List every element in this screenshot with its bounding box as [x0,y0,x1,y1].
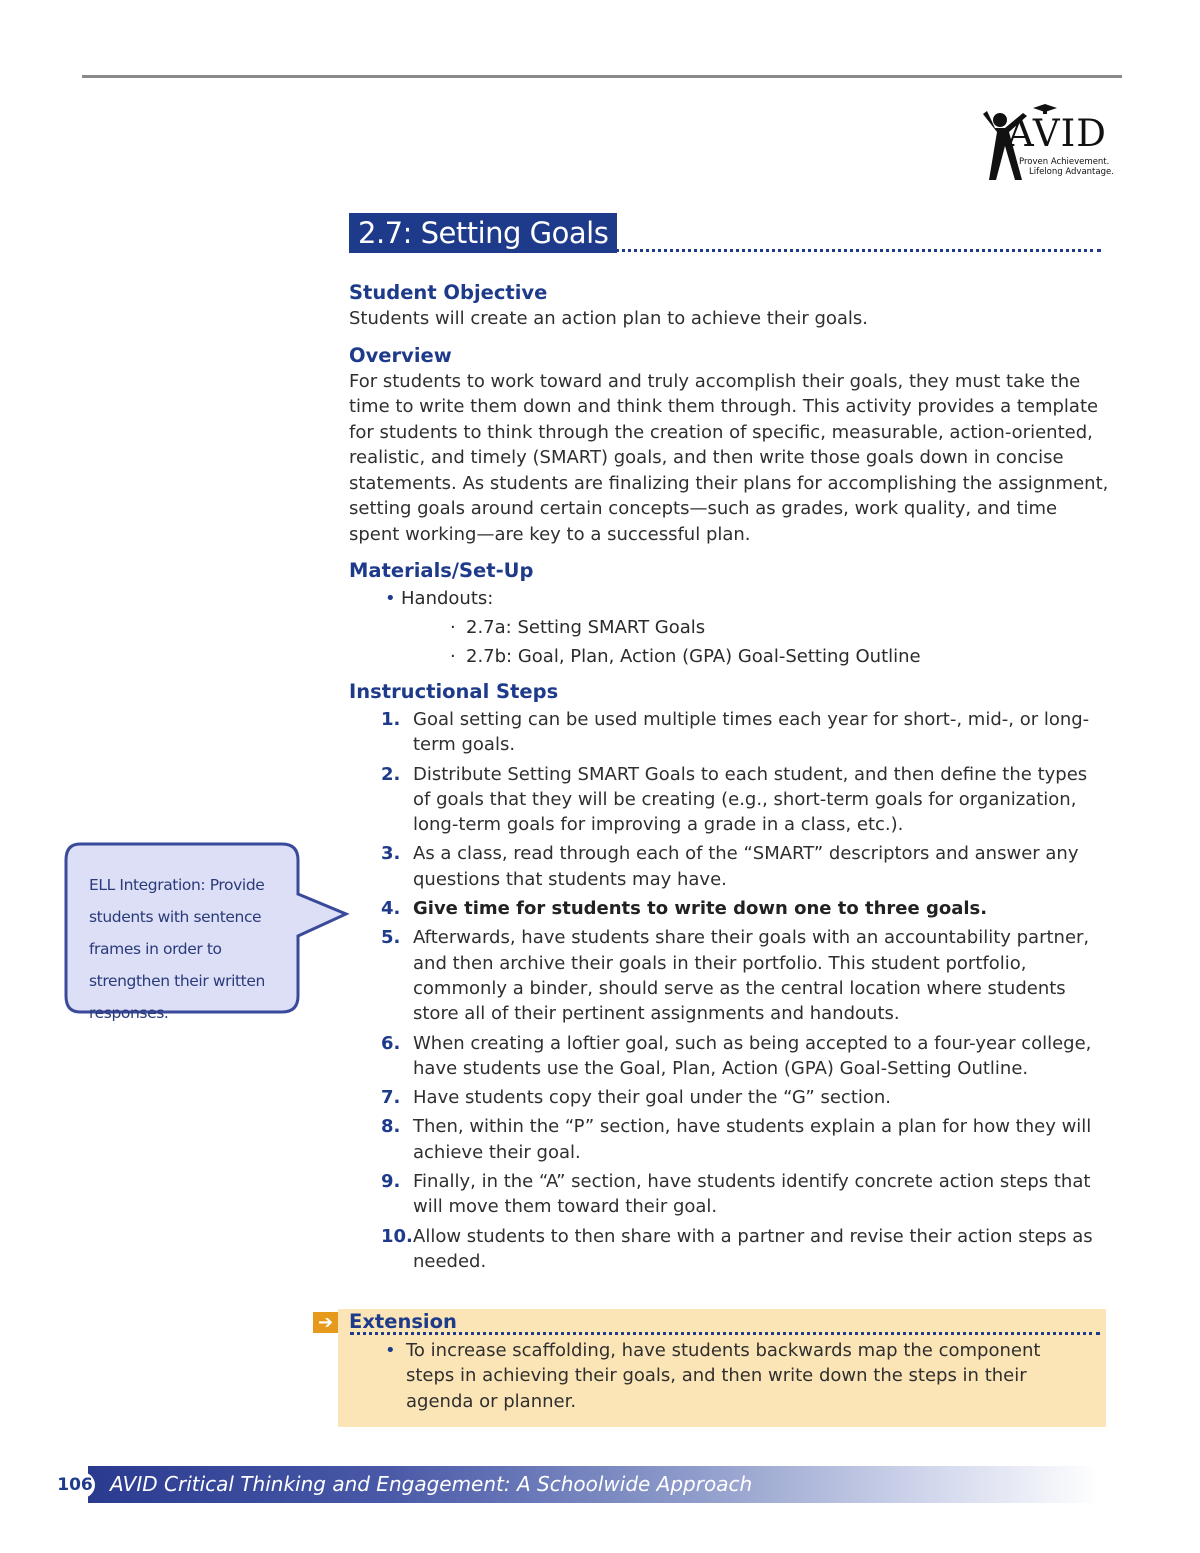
main-content [349,280,1109,1278]
step-item: 10. Allow students to then share with a partner and revise their action steps as needed. [381,1225,1093,1272]
logo-wordmark: AVID [1007,112,1107,155]
extension-list: • To increase scaffolding, have students backwards map the component steps in achieving their goals, and then write down the steps in their agenda or planner. [385,1338,1085,1414]
step-item: 4. Give time for students to write down one to three goals. [381,898,988,920]
step-item: 7. Have students copy their goal under the “G” section. [381,1087,892,1109]
step-item: 9. Finally, in the “A” section, have students identify concrete action steps that will move them toward their goal. [381,1171,1091,1218]
step-item: 2. Distribute Setting SMART Goals to each student, and then define the types of goals that they will be creating (e.g., short-term goals for organization, long-term goals for improving a grade in a class, etc.). [381,763,1088,836]
overview-text: For students to work toward and truly accomplish their goals, they must take the time to write them down and think them through. This activity provides a template for students to think through the creation of specific, measurable, action-oriented, realistic, and timely (SMART) goals, and then write those goals down in concise statements. As students are finalizing their plans for accomplishing the assignment, setting goals around certain concepts—such as grades, work quality, and time spent working—are key to a successful plan. [349,370,1109,545]
title-dotted-rule [603,249,1101,252]
list-item: To increase scaffolding, have students backwards map the component steps in achieving their goals, and then write down the steps in their agenda or planner. [406,1340,1041,1412]
student-objective-heading: Student Objective [349,281,548,304]
footer-title: AVID Critical Thinking and Engagement: A Schoolwide Approach [110,1472,753,1496]
extension-heading: Extension [349,1310,457,1333]
step-item: 8. Then, within the “P” section, have students explain a plan for how they will achieve their goal. [381,1116,1092,1163]
step-item: 6. When creating a loftier goal, such as being accepted to a four-year college, have students use the Goal, Plan, Action (GPA) Goal-Setting Outline. [381,1032,1092,1079]
materials-list [349,584,1109,671]
materials-heading: Materials/Set-Up [349,559,534,582]
instructional-steps-list [349,707,1109,1274]
materials-sublist [385,613,1109,671]
step-item: 5. Afterwards, have students share their goals with an accountability partner, and then archive their goals in their portfolio. This student portfolio, commonly a binder, should serve as the central location where students store all of their pertinent assignments and handouts. [381,927,1090,1025]
step-item: 1. Goal setting can be used multiple times each year for short-, mid-, or long-term goals. [381,709,1090,756]
avid-logo [975,104,1125,184]
list-item: · 2.7b: Goal, Plan, Action (GPA) Goal-Setting Outline [450,646,921,667]
extension-dotted-rule [350,1332,1100,1335]
page-title: 2.7: Setting Goals [349,213,617,253]
logo-tagline: Proven Achievement. Lifelong Advantage. [1019,157,1114,177]
list-item: · 2.7a: Setting SMART Goals [450,617,706,638]
overview-heading: Overview [349,343,452,367]
ell-callout-text: ELL Integration: Provide students with sentence frames in order to strengthen their written responses. [89,876,265,1022]
page-number: 106 [55,1472,95,1498]
arrow-right-icon: ➔ [313,1312,338,1333]
instructional-steps-heading: Instructional Steps [349,680,559,703]
step-item: 3. As a class, read through each of the “SMART” descriptors and answer any questions that students may have. [381,843,1079,890]
top-rule [82,75,1122,78]
list-item: • Handouts: · 2.7a: Setting SMART Goals · 2.7b: Goal, Plan, Action (GPA) Goal-Setting Outline [385,584,1109,671]
student-objective-text: Students will create an action plan to achieve their goals. [349,308,869,329]
